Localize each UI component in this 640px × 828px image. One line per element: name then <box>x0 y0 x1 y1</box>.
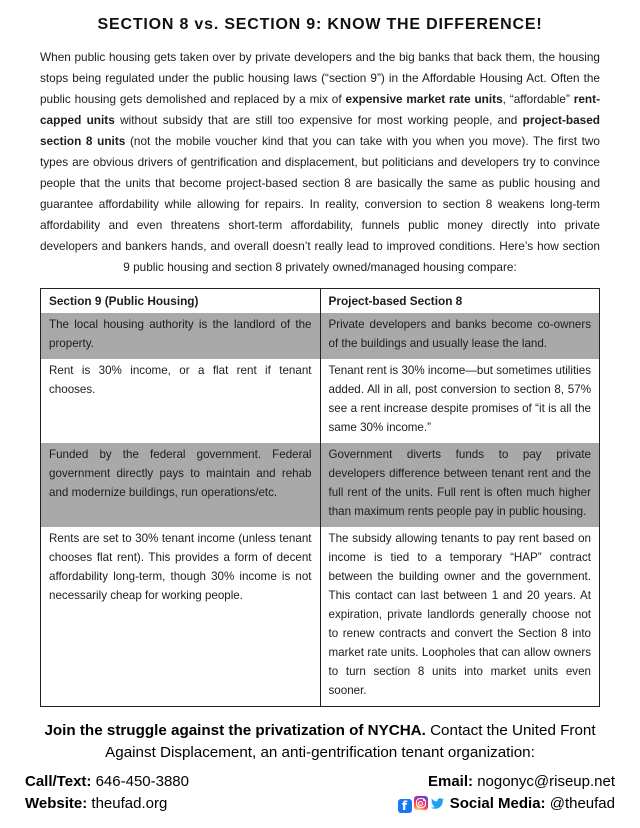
intro-bold-text: project-based section 8 units <box>40 113 600 148</box>
table-row <box>41 359 600 443</box>
contact-left-column <box>25 771 189 815</box>
website-line <box>25 793 189 815</box>
table-row <box>41 527 600 707</box>
table-cell-right: The subsidy allowing tenants to pay rent based on income is tied to a temporary “HAP” contract between the building owner and the government. This contact can last between 1 and 20 years. At expiration, private landlords generally choose not to renew contracts and convert the Section 8 into market rate units. Loopholes that can allow owners to turn section 8 units into market units even sooner. <box>320 527 600 707</box>
intro-bold-text: expensive market rate units <box>345 92 503 106</box>
table-cell-left: The local housing authority is the landlord of the property. <box>41 313 321 359</box>
call-text-line <box>25 771 189 793</box>
table-row <box>41 443 600 527</box>
instagram-icon <box>414 796 428 810</box>
website-url: theufad.org <box>91 795 168 812</box>
table-cell-right: Tenant rent is 30% income—but sometimes utilities added. All in all, post conversion to section 8, 57% see a rent increase despite promises of “it is all the same 30% income.” <box>320 359 600 443</box>
cta-regular-text: Contact the United Front Against Displacement, an anti-gentrification tenant organization: <box>105 722 596 761</box>
contact-right-column <box>398 771 615 815</box>
social-media-handle: @theufad <box>549 795 615 812</box>
comparison-table <box>40 288 600 707</box>
call-text-label: Call/Text: <box>25 773 92 790</box>
phone-number: 646-450-3880 <box>95 773 189 790</box>
table-cell-left: Rents are set to 30% tenant income (unless tenant chooses flat rent). This provides a form of decent affordability long-term, though 30% income is not necessarily cheap for working people. <box>49 532 312 602</box>
table-cell-right: Private developers and banks become co-owners of the buildings and usually lease the land. <box>320 313 600 359</box>
page-title: SECTION 8 vs. SECTION 9: KNOW THE DIFFERENCE! <box>97 16 543 33</box>
intro-text: When public housing gets taken over by private developers and the big banks that back them, the housing stops being regulated under the public housing laws (“section 9”) in the Affordable Housing Act. Often the public housing gets demolished and replaced by a mix of <box>40 50 600 106</box>
email-line <box>398 771 615 793</box>
intro-text: without subsidy that are still too expensive for most working people, and <box>114 113 523 127</box>
email-address: nogonyc@riseup.net <box>477 773 615 790</box>
comparison-table-body <box>41 313 600 707</box>
table-cell-right: Government diverts funds to pay private developers difference between tenant rent and the full rent of the units. Full rent is often much higher than maximum rents people pay in public housing. <box>320 443 600 527</box>
facebook-icon: f <box>398 799 412 813</box>
intro-paragraph <box>40 47 600 278</box>
contact-block <box>25 771 615 815</box>
table-cell-left: Funded by the federal government. Federal government directly pays to maintain and rehab and modernize buildings, run operations/etc. <box>41 443 321 527</box>
table-row <box>41 313 600 359</box>
intro-text: (not the mobile voucher kind that you can take with you when you move). The first two types are obvious drivers of gentrification and displacement, but politicians and developers try to convince people that the units that become project-based section 8 are basically the same as public housing and guarantee affordability while allowing for repairs. In reality, conversion to section 8 weakens long-term affordability and even threatens short-term affordability, funnels public money directly into private developers and bankers hands, and overall doesn’t really lead to improved conditions. Here’s how section 9 public housing and section 8 privately owned/managed housing compare: <box>40 134 600 274</box>
twitter-bird-icon <box>430 796 444 810</box>
call-to-action <box>40 720 600 764</box>
website-label: Website: <box>25 795 88 812</box>
cta-bold-text: Join the struggle against the privatization of NYCHA. <box>44 722 426 739</box>
table-header-section8: Project-based Section 8 <box>320 289 600 314</box>
intro-text: , “affordable” <box>502 92 574 106</box>
intro-bold-text: rent-capped units <box>40 92 600 127</box>
table-cell-left: Rent is 30% income, or a flat rent if tenant chooses. <box>49 364 312 396</box>
table-header-row <box>41 289 600 314</box>
table-header-section9: Section 9 (Public Housing) <box>49 294 199 308</box>
email-label: Email: <box>428 773 474 790</box>
social-media-line <box>398 793 615 815</box>
social-media-label: Social Media: <box>449 795 546 812</box>
